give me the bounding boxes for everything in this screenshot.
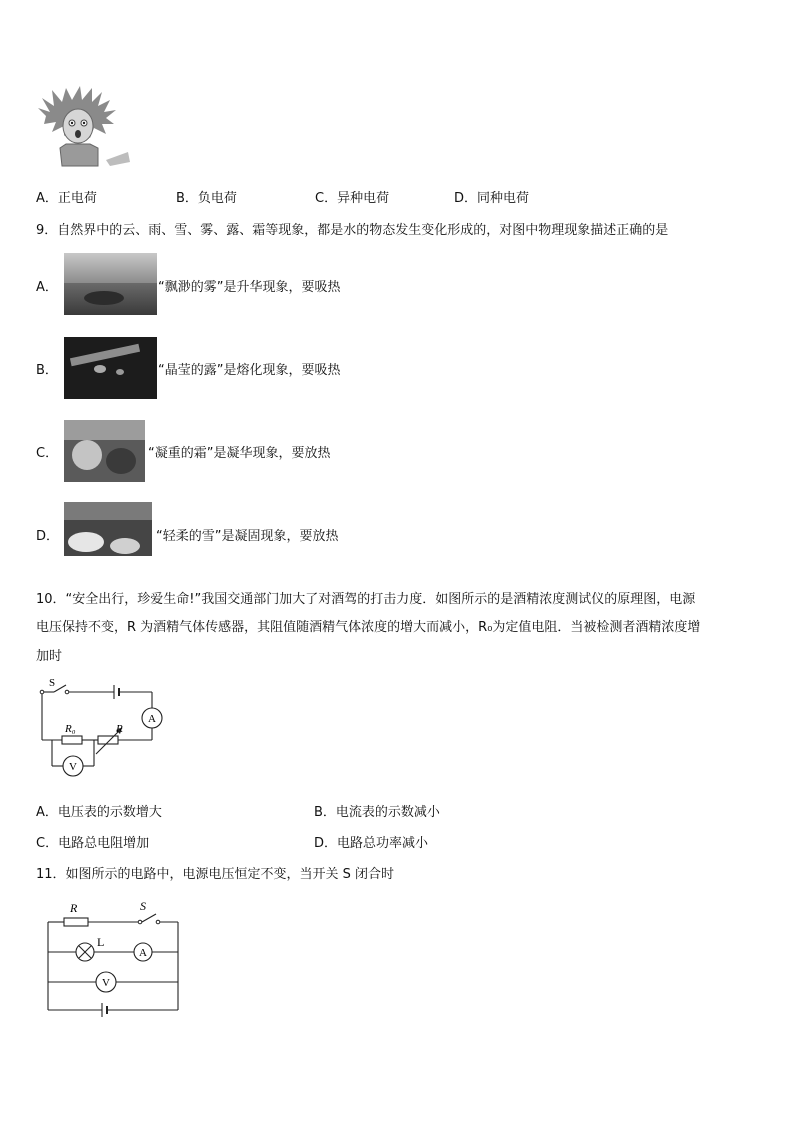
q9-option-d-label: D． xyxy=(36,529,60,544)
q10-ammeter-label: A xyxy=(148,713,156,725)
q9-option-c-text: “凝重的霜”是凝华现象，要放热 xyxy=(148,446,331,461)
q10-r-label: R xyxy=(116,723,123,735)
q11-r-label: R xyxy=(70,901,78,915)
q10-option-d: D．电路总功率减小 xyxy=(314,836,429,851)
q8-option-d: D．同种电荷 xyxy=(454,191,530,206)
q9-option-c-label: C． xyxy=(36,446,59,461)
q9-stem: 9．自然界中的云、雨、雪、雾、露、霜等现象，都是水的物态发生变化形成的，对图中物理现象描述正确的是 xyxy=(36,223,669,238)
frost-photo xyxy=(64,420,145,482)
q8-option-b: B．负电荷 xyxy=(176,191,237,206)
q11-circuit-diagram xyxy=(40,898,185,1020)
q9-option-a-text: “飘渺的雾”是升华现象，要吸热 xyxy=(158,280,341,295)
fog-photo xyxy=(64,253,157,315)
snow-photo xyxy=(64,502,152,556)
q10-circuit-diagram xyxy=(36,676,171,781)
q9-option-a-label: A． xyxy=(36,280,58,295)
q10-r0-label: R₀ xyxy=(65,723,76,735)
q10-voltmeter-label: V xyxy=(69,761,77,773)
q8-option-c: C．异种电荷 xyxy=(315,191,390,206)
q11-ammeter-label: A xyxy=(139,947,147,959)
q10-stem-line-2: 电压保持不变，R 为酒精气体传感器，其阻值随酒精气体浓度的增大而减小，R₀为定值电阻．当被检测者酒精浓度增 xyxy=(36,620,701,635)
q8-option-a: A．正电荷 xyxy=(36,191,97,206)
q11-stem: 11．如图所示的电路中，电源电压恒定不变，当开关 S 闭合时 xyxy=(36,867,395,882)
q10-option-b: B．电流表的示数减小 xyxy=(314,805,440,820)
q10-switch-label: S xyxy=(49,677,56,689)
q9-option-d-text: “轻柔的雪”是凝固现象，要放热 xyxy=(156,529,339,544)
q11-lamp-label: L xyxy=(97,935,105,949)
dew-photo xyxy=(64,337,157,399)
q10-stem-line-3: 加时 xyxy=(36,649,63,664)
q10-stem-line-1: 10．“安全出行，珍爱生命!”我国交通部门加大了对酒驾的打击力度．如图所示的是酒精浓度测试仪的原理图，电源 xyxy=(36,592,696,607)
q11-switch-label: S xyxy=(140,899,146,913)
charged-hair-illustration xyxy=(36,86,136,168)
q9-option-b-text: “晶莹的露”是熔化现象，要吸热 xyxy=(158,363,341,378)
q10-option-a: A．电压表的示数增大 xyxy=(36,805,162,820)
q10-option-c: C．电路总电阻增加 xyxy=(36,836,150,851)
q11-voltmeter-label: V xyxy=(102,977,110,989)
q9-option-b-label: B． xyxy=(36,363,58,378)
